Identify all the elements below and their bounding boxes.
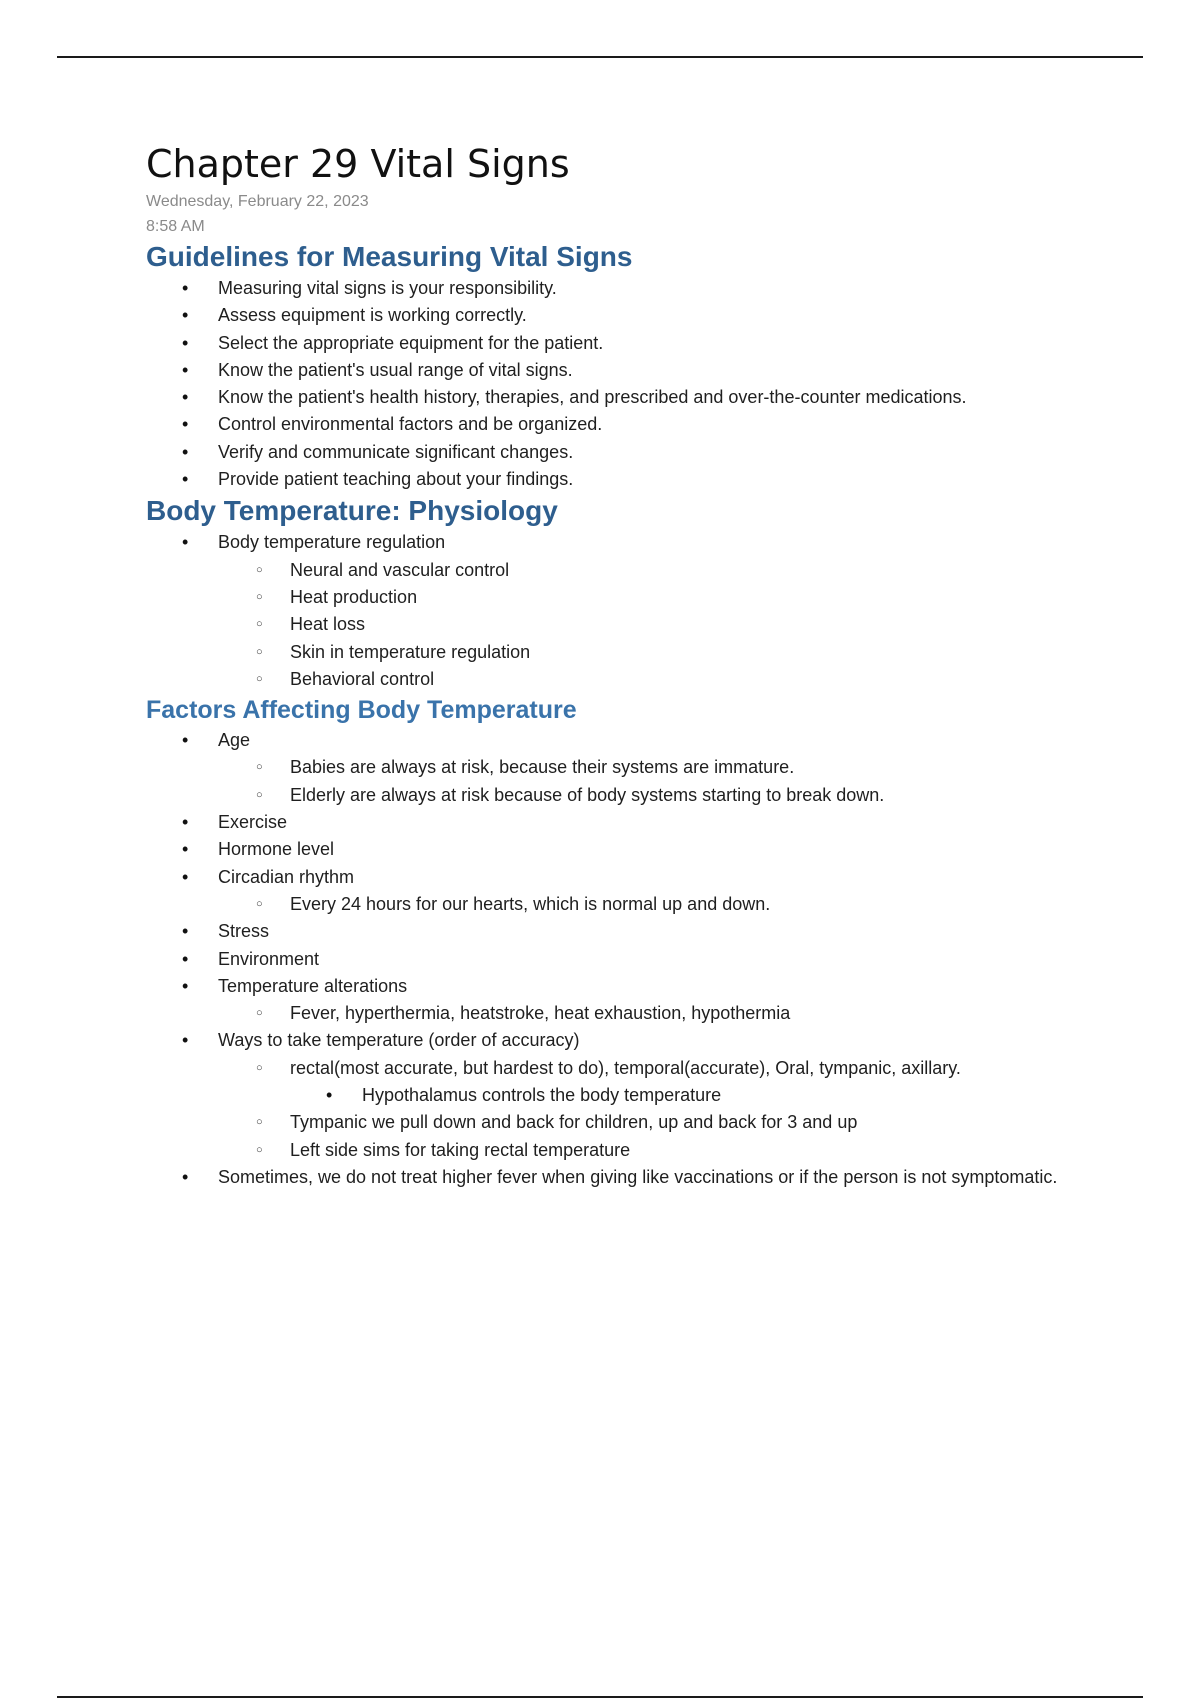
sub-sub-list-item: • Hypothalamus controls the body temperature	[290, 1082, 1106, 1109]
sub-list-item: ○ Behavioral control	[218, 666, 1106, 693]
sub-list-item: ○ Every 24 hours for our hearts, which is normal up and down.	[218, 891, 1106, 918]
list-item	[146, 727, 1106, 809]
list-item: • Environment	[146, 946, 1106, 973]
physiology-sublist	[218, 557, 1106, 693]
sub-list-item: ○ Elderly are always at risk because of body systems starting to break down.	[218, 782, 1106, 809]
circadian-sublist	[218, 891, 1106, 918]
list-item: • Provide patient teaching about your findings.	[146, 466, 1106, 493]
list-item: • Measuring vital signs is your responsibility.	[146, 275, 1106, 302]
list-item: • Know the patient's usual range of vital signs.	[146, 357, 1106, 384]
sub-list-item: ○ Babies are always at risk, because their systems are immature.	[218, 754, 1106, 781]
sub-list-item: ○ Neural and vascular control	[218, 557, 1106, 584]
list-item	[146, 529, 1106, 693]
sub-list-item: ○ Fever, hyperthermia, heatstroke, heat exhaustion, hypothermia	[218, 1000, 1106, 1027]
list-item	[146, 973, 1106, 1028]
sub-list-item: ○ Heat production	[218, 584, 1106, 611]
list-item: • Verify and communicate significant changes.	[146, 439, 1106, 466]
list-item: • Hormone level	[146, 836, 1106, 863]
list-item: • Control environmental factors and be organized.	[146, 411, 1106, 438]
alterations-sublist	[218, 1000, 1106, 1027]
list-item: • Assess equipment is working correctly.	[146, 302, 1106, 329]
ways-sublist	[218, 1055, 1106, 1164]
sub-list-item: ○ Tympanic we pull down and back for children, up and back for 3 and up	[218, 1109, 1106, 1136]
sub-list-item: ○ Skin in temperature regulation	[218, 639, 1106, 666]
heading-guidelines: Guidelines for Measuring Vital Signs	[146, 241, 633, 272]
top-rule	[57, 56, 1143, 58]
ways-subsublist	[290, 1082, 1106, 1109]
list-item-text: Circadian rhythm	[218, 866, 355, 887]
bottom-rule	[57, 1696, 1143, 1698]
note-page	[146, 140, 1106, 1191]
note-date: Wednesday, February 22, 2023	[146, 193, 369, 210]
list-item	[146, 864, 1106, 919]
sub-list-item-text: rectal(most accurate, but hardest to do), temporal(accurate), Oral, tympanic, axillary.	[290, 1057, 961, 1078]
heading-factors: Factors Affecting Body Temperature	[146, 696, 577, 725]
note-time: 8:58 AM	[146, 218, 205, 235]
sub-list-item: ○ Left side sims for taking rectal temperature	[218, 1137, 1106, 1164]
sub-list-item: ○ Heat loss	[218, 611, 1106, 638]
list-item-text: Age	[218, 730, 251, 751]
list-item: • Know the patient's health history, therapies, and prescribed and over-the-counter medications.	[146, 384, 1106, 411]
list-item-text: Ways to take temperature (order of accuracy)	[218, 1030, 580, 1051]
age-sublist	[218, 754, 1106, 809]
physiology-list	[146, 529, 1106, 693]
list-item-text: Body temperature regulation	[218, 532, 446, 553]
factors-list	[146, 727, 1106, 1191]
page-title: Chapter 29 Vital Signs	[146, 142, 570, 186]
list-item: • Stress	[146, 918, 1106, 945]
list-item	[146, 1027, 1106, 1163]
heading-physiology: Body Temperature: Physiology	[146, 495, 558, 527]
sub-list-item	[218, 1055, 1106, 1110]
list-item	[146, 1164, 1106, 1191]
guidelines-list	[146, 275, 1106, 493]
list-item-text: • Sometimes, we do not treat higher fever when giving like vaccinations or if the person is not symptomatic.	[218, 1166, 1058, 1187]
list-item: • Exercise	[146, 809, 1106, 836]
list-item: • Select the appropriate equipment for the patient.	[146, 330, 1106, 357]
list-item-text: Temperature alterations	[218, 975, 408, 996]
